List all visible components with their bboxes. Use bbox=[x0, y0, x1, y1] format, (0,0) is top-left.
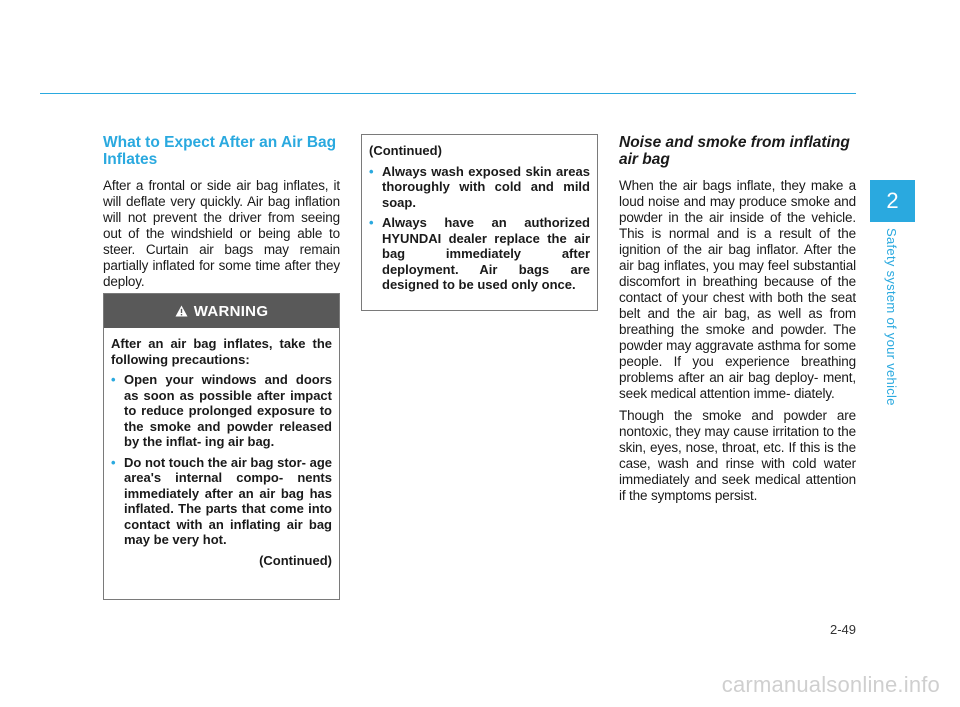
chapter-label: Safety system of your vehicle bbox=[884, 228, 899, 406]
bullet-dot-icon: • bbox=[369, 163, 374, 179]
warning-body bbox=[104, 328, 339, 568]
bullet-dot-icon: • bbox=[111, 372, 116, 387]
section-heading: What to Expect After an Air Bag Inflates bbox=[103, 134, 337, 168]
warning-bullet-list bbox=[111, 372, 332, 548]
warning-triangle-icon bbox=[175, 305, 188, 317]
section-paragraph: When the air bags inflate, they make a loud noise and may produce smoke and powder in the air inside of the vehicle. This is normal and is a result of the ignition of the air bag inflator. After the air bag inflates, you may feel substantial discomfort in breathing because of the contact of your chest with both the seat belt and the air bag, as well as from breathing the smoke and powder. The powder may aggravate asthma for some people. If you experience breathing problems after an air bag deploy- ment, seek medical attention imme- diately. bbox=[619, 178, 856, 401]
warning-title: WARNING bbox=[193, 302, 269, 320]
continued-bullet-list bbox=[369, 164, 590, 293]
list-item bbox=[369, 215, 590, 293]
warning-box bbox=[103, 293, 340, 600]
list-item bbox=[369, 164, 590, 211]
continued-box bbox=[361, 134, 598, 311]
bullet-dot-icon: • bbox=[111, 454, 116, 470]
watermark: carmanualsonline.info bbox=[721, 672, 940, 697]
bullet-text: Do not touch the air bag stor- age area's internal compo- nents immediately after an air bag has inflated. The parts that come into contact with an inflating air bag may be very hot. bbox=[124, 454, 333, 547]
continued-label: (Continued) bbox=[259, 552, 332, 568]
page-number: 2-49 bbox=[829, 622, 856, 637]
bullet-dot-icon: • bbox=[369, 215, 374, 230]
bullet-text: Always wash exposed skin areas thoroughly with cold and mild soap. bbox=[382, 163, 590, 210]
list-item bbox=[111, 372, 332, 450]
section-paragraph: After a frontal or side air bag inflates, it will deflate very quickly. Air bag inflation will not prevent the driver from seeing out of the windshield or being able to steer. Curtain air bags may remain partially inflated for some time after they deploy. bbox=[103, 178, 340, 289]
list-item bbox=[111, 455, 332, 548]
warning-intro: After an air bag inflates, take the following precautions: bbox=[111, 336, 332, 367]
continued-title: (Continued) bbox=[369, 143, 442, 158]
section-expect-after-inflation bbox=[103, 134, 340, 296]
section-heading: Noise and smoke from inflating air bag bbox=[619, 134, 850, 168]
bullet-text: Always have an authorized HYUNDAI dealer replace the air bag immediately after deployment. Air bags are designed to be used only once. bbox=[382, 215, 590, 292]
chapter-tab: 2 bbox=[870, 180, 915, 222]
warning-header bbox=[104, 294, 339, 328]
bullet-text: Open your windows and doors as soon as possible after impact to reduce prolonged exposure to the smoke and powder released by the inflat- ing air bag. bbox=[124, 372, 332, 449]
top-rule bbox=[40, 93, 856, 94]
section-paragraph: Though the smoke and powder are nontoxic, they may cause irritation to the skin, eyes, nose, throat, etc. If this is the case, wash and rinse with cold water immediately and seek medical attention if the symptoms persist. bbox=[619, 408, 856, 503]
section-noise-and-smoke bbox=[619, 134, 856, 510]
